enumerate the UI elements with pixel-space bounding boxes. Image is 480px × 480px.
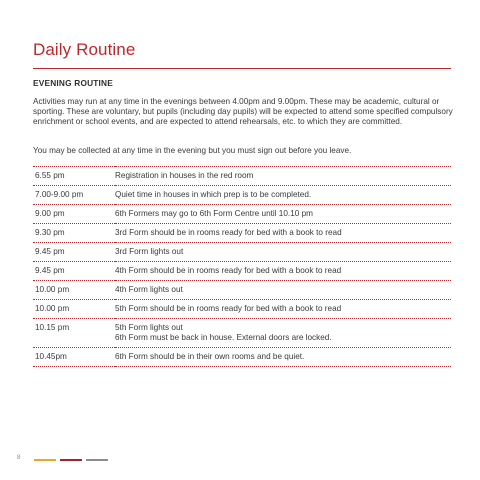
routine-description [115,300,451,319]
routine-row [33,348,451,367]
title-divider [33,68,451,69]
footer-bar-grey [86,459,108,461]
routine-description [115,243,451,262]
routine-description [115,205,451,224]
routine-description [115,224,451,243]
routine-description-line: 5th Form lights out [115,323,183,332]
section-heading: EVENING ROUTINE [33,78,113,88]
collection-note: You may be collected at any time in the evening but you must sign out before you leave. [33,146,352,155]
routine-time: 9.45 pm [35,247,65,256]
routine-description-line: 6th Formers may go to 6th Form Centre until 10.10 pm [115,209,313,218]
footer-bar-red [60,459,82,461]
routine-table-body [33,167,451,367]
routine-description [115,348,451,367]
routine-row [33,205,451,224]
routine-description-line: Registration in houses in the red room [115,171,254,180]
routine-time: 9.30 pm [35,228,65,237]
routine-time: 6.55 pm [35,171,65,180]
routine-time: 9.45 pm [35,266,65,275]
routine-description [115,262,451,281]
routine-row [33,262,451,281]
routine-description-line: 6th Form should be in their own rooms and be quiet. [115,352,305,361]
routine-description [115,281,451,300]
routine-description-line: 6th Form must be back in house. External doors are locked. [115,333,332,342]
footer-bar-gold [34,459,56,461]
routine-row [33,167,451,186]
routine-table [33,166,451,367]
routine-description-line: 3rd Form should be in rooms ready for bed with a book to read [115,228,342,237]
routine-description [115,167,451,186]
routine-description-line: 4th Form lights out [115,285,183,294]
routine-description [115,186,451,205]
intro-paragraph: Activities may run at any time in the evenings between 4.00pm and 9.00pm. These may be academic, cultural or sporting. These are voluntary, but pupils (including day pupils) will be expected to attend some specified compulsory enrichment or school events, and are expected to attend rehearsals, etc. to which they are committed. [33,97,453,127]
routine-row [33,186,451,205]
routine-time: 10.45pm [35,352,67,361]
routine-time: 10.15 pm [35,323,70,332]
routine-time: 9.00 pm [35,209,65,218]
routine-description-line: 5th Form should be in rooms ready for bed with a book to read [115,304,342,313]
routine-row [33,243,451,262]
routine-time: 10.00 pm [35,304,70,313]
routine-description-line: 3rd Form lights out [115,247,184,256]
page-number: 8 [17,455,21,461]
page-footer [17,455,137,465]
routine-row [33,281,451,300]
routine-description [115,319,451,348]
page-title: Daily Routine [33,40,136,59]
routine-time: 7.00-9.00 pm [35,190,84,199]
routine-row [33,300,451,319]
routine-row [33,319,451,348]
routine-row [33,224,451,243]
routine-description-line: 4th Form should be in rooms ready for bed with a book to read [115,266,342,275]
routine-description-line: Quiet time in houses in which prep is to be completed. [115,190,312,199]
routine-time: 10.00 pm [35,285,70,294]
